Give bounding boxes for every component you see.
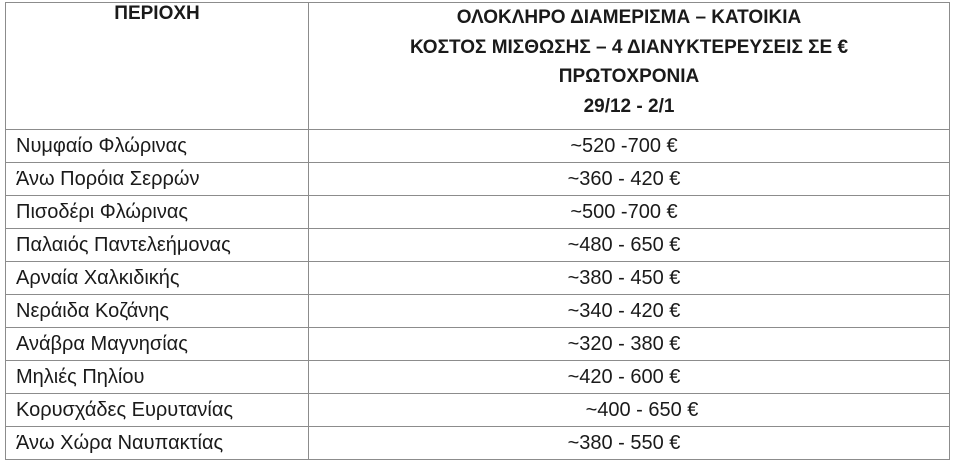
header-cost-line-3: ΠΡΩΤΟΧΡΟΝΙΑ (558, 66, 700, 87)
table-row (6, 394, 950, 427)
region-cell: Νυμφαίο Φλώρινας (6, 130, 309, 163)
region-cell: Ανάβρα Μαγνησίας (6, 328, 309, 361)
table-row (6, 328, 950, 361)
table-row (6, 130, 950, 163)
table-row (6, 262, 950, 295)
rental-cost-table (5, 2, 950, 460)
region-cell: Άνω Πορόια Σερρών (6, 163, 309, 196)
region-cell: Νεράιδα Κοζάνης (6, 295, 309, 328)
cost-cell: ~320 - 380 € (309, 328, 950, 361)
header-cost-line-4: 29/12 - 2/1 (583, 95, 675, 117)
cost-cell: ~400 - 650 € (309, 394, 950, 427)
table-header-row (6, 3, 950, 130)
cost-cell: ~480 - 650 € (309, 229, 950, 262)
rental-cost-table-container (5, 2, 949, 460)
table-row (6, 196, 950, 229)
header-cost-line-2: ΚΟΣΤΟΣ ΜΙΣΘΩΣΗΣ – 4 ΔΙΑΝΥΚΤΕΡΕΥΣΕΙΣ ΣΕ € (409, 36, 849, 58)
table-row (6, 361, 950, 394)
region-cell: Μηλιές Πηλίου (6, 361, 309, 394)
cost-cell: ~340 - 420 € (309, 295, 950, 328)
header-cost (309, 3, 950, 130)
cost-cell: ~420 - 600 € (309, 361, 950, 394)
table-row (6, 229, 950, 262)
region-cell: Παλαιός Παντελεήμονας (6, 229, 309, 262)
table-row (6, 163, 950, 196)
cost-cell: ~500 -700 € (309, 196, 950, 229)
region-cell: Κορυσχάδες Ευρυτανίας (6, 394, 309, 427)
region-cell: Άνω Χώρα Ναυπακτίας (6, 427, 309, 460)
cost-cell: ~360 - 420 € (309, 163, 950, 196)
cost-cell: ~520 -700 € (309, 130, 950, 163)
header-cost-line-1: ΟΛΟΚΛΗΡΟ ΔΙΑΜΕΡΙΣΜΑ – ΚΑΤΟΙΚΙΑ (456, 7, 802, 28)
header-region: ΠΕΡΙΟΧΗ (6, 3, 309, 130)
region-cell: Αρναία Χαλκιδικής (6, 262, 309, 295)
cost-cell: ~380 - 550 € (309, 427, 950, 460)
table-row (6, 295, 950, 328)
cost-cell: ~380 - 450 € (309, 262, 950, 295)
table-row (6, 427, 950, 460)
region-cell: Πισοδέρι Φλώρινας (6, 196, 309, 229)
